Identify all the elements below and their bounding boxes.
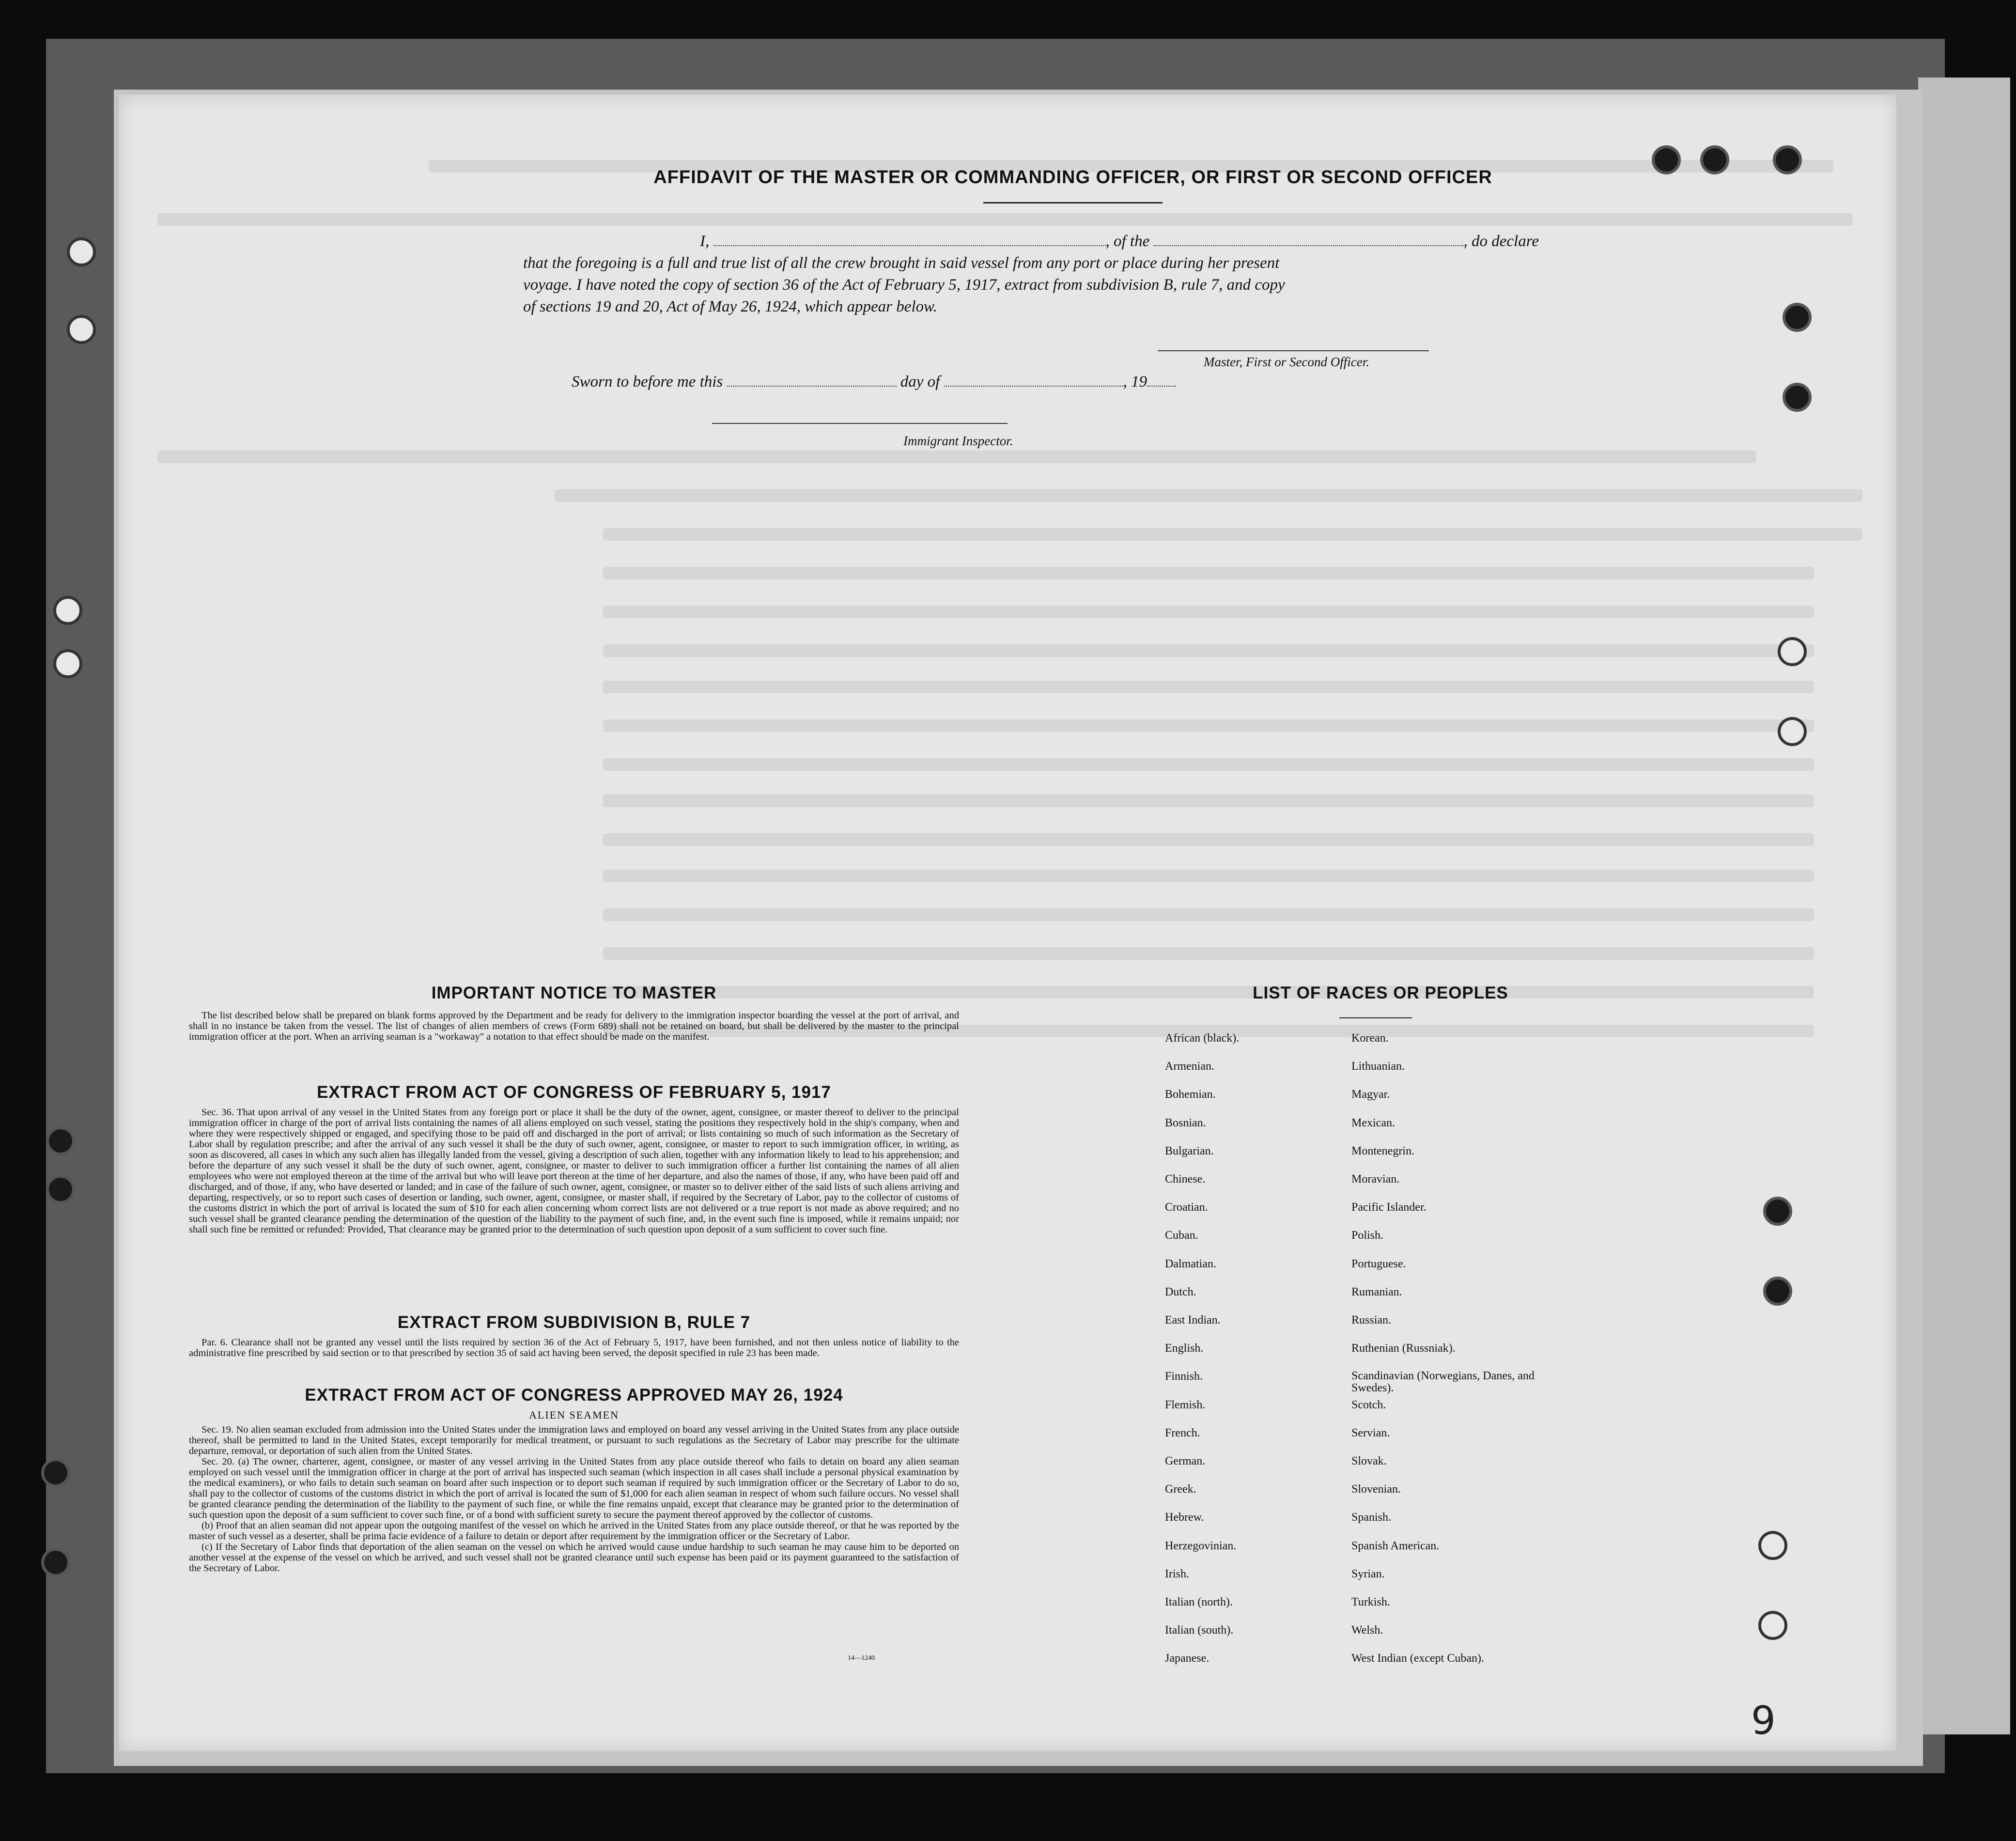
race-item-left: Cuban. [1165,1229,1198,1242]
punch-hole [1778,717,1807,746]
inspector-signature-line[interactable] [712,423,1008,424]
race-item-right: Slovenian. [1351,1483,1401,1496]
race-item-left: Irish. [1165,1567,1189,1580]
section-36-paragraph: Sec. 36. That upon arrival of any vessel in the United States from any foreign port or place it shall be the duty of the owner, agent, consignee, or master thereof to deliver to the principal immigration officer in charge of the port of arrival lists containing the names of all aliens employed on such vessel, stating the positions they respectively hold in the ship's company, when and where they were respectively shipped or engaged, and specifying those to be paid off and discharged in the port of arrival; or lists containing so much of such information as the Secretary of Labor shall by regulation prescribe; and after the arrival of any such vessel it shall be the duty of such owner, agent, consignee, or master to report to such immigration officer, in writing, as soon as discovered, all cases in which any such alien has illegally landed from the vessel, giving a description of such alien, together with any information likely to lead to his apprehension; and before the departure of any such vessel it shall be the duty of such owner, agent, consignee, or master to deliver to such immigration officer a further list containing the names of all alien employees who were not employed thereon at the time of the arrival but who will leave port thereon at the time of her departure, and also the names of those, if any, who have been paid off and discharged, and of those, if any, who have deserted or landed; and in case of the failure of such owner, agent, consignee, or master so to deliver either of the said lists of such aliens arriving and departing, respectively, or so to report such cases of desertion or landing, such owner, agent, consignee, or master shall, if required by the Secretary of Labor, pay to the collector of customs of the customs district in which the port of arrival is located the sum of $10 for each alien concerning whom correct lists are not delivered or a true report is not made as above required; and no such vessel shall be granted clearance pending the determination of the question of the liability to the payment of such fine, and, in the event such fine is imposed, while it remains unpaid; nor shall such fine be remitted or refunded: Provided, That clearance may be granted prior to the determination of such question upon deposit of a sum sufficient to cover such fine. [189,1107,959,1235]
sworn-day-blank[interactable] [727,373,897,387]
race-item-right: Welsh. [1351,1624,1383,1637]
race-item-left: French. [1165,1426,1200,1439]
punch-hole [1758,1611,1787,1640]
sec-20a-paragraph: Sec. 20. (a) The owner, charterer, agent, consignee, or master of any vessel arriving in the United States from any place outside thereof who fails to detain on board any alien seaman employed on such vessel until the immigration officer in charge at the port of arrival has inspected such seaman (which inspection in all cases shall include a personal physical examination by the medical examiners), or who fails to detain such seaman on board after such inspection or to deport such seaman if required by such immigration officer or the Secretary of Labor to do so, shall pay to the collector of customs of the customs district in which the port of arrival is located the sum of $1,000 for each alien seaman in respect of whom such failure occurs. No vessel shall be granted clearance pending the determination of the liability to the payment of such fine, or while the fine remains unpaid, except that clearance may be granted prior to the determination of such question upon the deposit of a sum sufficient to cover such fine, or of a bond with sufficient surety to secure the payment thereof approved by the collector of customs. [189,1456,959,1520]
sworn-year-blank[interactable] [1147,373,1176,387]
punch-hole [41,1458,70,1487]
affidavit-of-the: , of the [1105,233,1150,250]
affidavit-line-3: voyage. I have noted the copy of section 36 of the Act of February 5, 1917, extract from subdivision B, rule 7, and copy [523,276,1285,294]
affidavit-line-4: of sections 19 and 20, Act of May 26, 1924, which appear below. [523,298,937,315]
sworn-prefix: Sworn to before me this [572,373,723,390]
race-item-left: Herzegovinian. [1165,1539,1237,1552]
punch-hole [1783,303,1812,332]
race-item-right: Syrian. [1351,1567,1385,1580]
race-item-right: Spanish. [1351,1511,1392,1524]
race-item-right: Scotch. [1351,1398,1386,1411]
race-item-right: Korean. [1351,1032,1389,1045]
notice-heading: IMPORTANT NOTICE TO MASTER [431,983,717,1002]
race-item-right: Rumanian. [1351,1285,1402,1298]
handwritten-page-number: 9 [1751,1698,1776,1743]
master-caption: Master, First or Second Officer. [1204,355,1369,369]
punch-hole [1763,1277,1792,1306]
affidavit-line-1 [700,233,1539,250]
punch-hole [1652,145,1681,174]
race-item-left: Dutch. [1165,1285,1196,1298]
race-item-left: Flemish. [1165,1398,1206,1411]
sworn-month-blank[interactable] [944,373,1123,387]
punch-hole [53,649,82,678]
punch-hole [1773,145,1802,174]
sworn-year: , 19 [1123,373,1148,390]
punch-hole [1700,145,1729,174]
race-item-left: Bulgarian. [1165,1144,1214,1157]
race-item-left: Italian (south). [1165,1624,1234,1637]
race-item-right: Ruthenian (Russniak). [1351,1342,1456,1355]
sec-19-paragraph: Sec. 19. No alien seaman excluded from admission into the United States under the immigration laws and employed on board any vessel arriving in the United States from any place outside thereof, shall be permitted to land in the United States, except temporarily for medical treatment, or pursuant to such regulations as the Secretary of Labor may prescribe for the ultimate departure, removal, or deportation of such alien from the United States. [189,1424,959,1456]
punch-hole [1778,637,1807,666]
punch-hole [1783,383,1812,412]
race-item-left: Dalmatian. [1165,1257,1216,1270]
form-code: 14—1240 [848,1654,875,1662]
notice-text [189,1010,959,1042]
sec-20b-paragraph: (b) Proof that an alien seaman did not appear upon the outgoing manifest of the vessel on which he arrived in the United States from any place outside thereof, or that he was reported by the master of such vessel as a deserter, shall be prima facie evidence of a failure to detain or deport after requirement by the immigration officer or the Secretary of Labor. [189,1520,959,1542]
race-item-right: Russian. [1351,1314,1392,1326]
races-heading: LIST OF RACES OR PEOPLES [1253,983,1508,1002]
inspector-caption: Immigrant Inspector. [903,434,1013,448]
race-item-left: East Indian. [1165,1314,1221,1326]
punch-hole [46,1175,75,1204]
race-item-left: German. [1165,1455,1206,1467]
extract-rule7-text [189,1337,959,1358]
master-signature-line[interactable] [1158,350,1429,351]
race-item-right: Servian. [1351,1426,1390,1439]
notice-paragraph: The list described below shall be prepared on blank forms approved by the Department and be ready for delivery to the immigration inspector boarding the vessel at the port of arrival, and shall in no instance be taken from the vessel. The list of changes of alien members of crews (Form 689) shall not be retained on board, but shall be delivered by the master to the principal immigration officer at the port. When an arriving seaman is a "workaway" a notation to that effect should be made on the manifest. [189,1010,959,1042]
punch-hole [67,237,96,266]
race-item-left: Finnish. [1165,1370,1203,1383]
document-page [119,94,1896,1751]
sworn-day-of: day of [900,373,940,390]
race-item-right: Scandinavian (Norwegians, Danes, and Swedes). [1351,1370,1535,1395]
back-sheet-edge [1918,78,2010,1734]
sec-20c-paragraph: (c) If the Secretary of Labor finds that deportation of the alien seaman on the vessel on which he arrived would cause undue hardship to such seaman he may cause him to be deported on another vessel at the expense of the vessel on which he arrived, and such vessel shall not be granted clearance until such expense has been paid or its payment guaranteed to the satisfaction of the Secretary of Labor. [189,1542,959,1574]
race-item-left: Bohemian. [1165,1088,1216,1101]
race-item-left: Croatian. [1165,1201,1208,1214]
vessel-blank[interactable] [1153,233,1463,246]
race-item-right: Moravian. [1351,1173,1400,1186]
extract-rule7-heading: EXTRACT FROM SUBDIVISION B, RULE 7 [397,1313,751,1332]
punch-hole [67,315,96,344]
punch-hole [53,596,82,625]
affidavit-i: I, [700,233,710,250]
race-item-right: Spanish American. [1351,1539,1440,1552]
race-item-right: Mexican. [1351,1116,1395,1129]
punch-hole [1763,1197,1792,1226]
race-item-left: Japanese. [1165,1652,1210,1665]
punch-hole [1758,1531,1787,1560]
race-item-left: African (black). [1165,1032,1240,1045]
race-item-left: Greek. [1165,1483,1196,1496]
punch-hole [41,1548,70,1577]
race-item-left: Bosnian. [1165,1116,1206,1129]
race-item-left: Italian (north). [1165,1596,1233,1608]
race-item-left: Chinese. [1165,1173,1206,1186]
extract-1917-text [189,1107,959,1235]
race-item-right: Slovak. [1351,1455,1387,1467]
punch-hole [46,1126,75,1155]
race-item-left: Armenian. [1165,1060,1214,1073]
extract-1924-heading: EXTRACT FROM ACT OF CONGRESS APPROVED MAY 26, 1924 [305,1386,843,1404]
extract-1917-heading: EXTRACT FROM ACT OF CONGRESS OF FEBRUARY 5, 1917 [317,1083,831,1102]
extract-1924-text [189,1424,959,1574]
race-item-left: English. [1165,1342,1204,1355]
race-item-right: Pacific Islander. [1351,1201,1427,1214]
race-item-left: Hebrew. [1165,1511,1204,1524]
race-item-right: Montenegrin. [1351,1144,1414,1157]
race-item-right: Polish. [1351,1229,1384,1242]
race-item-right: West Indian (except Cuban). [1351,1652,1484,1665]
alien-seamen-subheading: ALIEN SEAMEN [529,1409,619,1421]
race-item-right: Turkish. [1351,1596,1390,1608]
sworn-line [572,373,1176,391]
race-item-right: Magyar. [1351,1088,1390,1101]
affidavit-line-2: that the foregoing is a full and true list of all the crew brought in said vessel from any port or place during her present [523,254,1280,272]
race-item-right: Lithuanian. [1351,1060,1405,1073]
par-6-paragraph: Par. 6. Clearance shall not be granted any vessel until the lists required by section 36 of the Act of February 5, 1917, have been furnished, and not then unless notice of liability to the administrative fine prescribed by said section or to that prescribed by section 35 of said act having been served, the deposit specified in rule 23 has been made. [189,1337,959,1358]
affidavit-title: AFFIDAVIT OF THE MASTER OR COMMANDING OFFICER, OR FIRST OR SECOND OFFICER [653,167,1492,187]
races-rule [1339,1017,1412,1018]
affidavit-do-declare: , do declare [1463,233,1539,250]
race-item-right: Portuguese. [1351,1257,1406,1270]
title-rule [983,202,1163,203]
name-blank[interactable] [713,233,1106,246]
